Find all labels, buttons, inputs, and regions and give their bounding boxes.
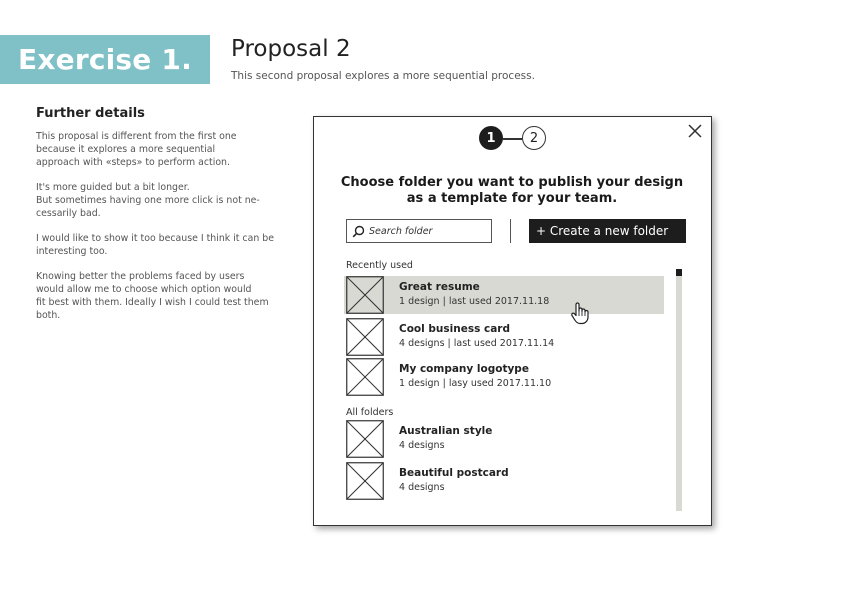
folder-meta: 4 designs	[399, 440, 445, 451]
folder-name: Cool business card	[399, 323, 510, 335]
dialog-heading-line: Choose folder you want to publish your design	[340, 175, 684, 190]
scrollbar-track[interactable]	[676, 269, 682, 511]
folder-name: Beautiful postcard	[399, 467, 509, 479]
folder-item[interactable]	[344, 462, 664, 500]
folder-meta: 4 designs | last used 2017.11.14	[399, 338, 555, 349]
page-subtitle: This second proposal explores a more sequential process.	[231, 70, 535, 82]
image-placeholder-icon	[346, 462, 384, 500]
recent-section-label: Recently used	[346, 260, 413, 271]
search-box[interactable]	[346, 219, 492, 243]
folder-item[interactable]	[344, 358, 664, 396]
scrollbar-thumb[interactable]	[676, 269, 682, 276]
publish-folder-dialog	[313, 116, 712, 526]
all-folders-label: All folders	[346, 407, 394, 418]
folder-meta: 1 design | last used 2017.11.18	[399, 296, 550, 307]
create-folder-button[interactable]: + Create a new folder	[529, 219, 686, 243]
search-input[interactable]	[369, 226, 479, 237]
hand-cursor-icon	[570, 301, 592, 325]
details-body	[36, 130, 291, 334]
details-title: Further details	[36, 106, 145, 121]
image-placeholder-icon	[346, 276, 384, 314]
details-paragraph: I would like to show it too because I think it can be interesting too.	[36, 233, 274, 257]
folder-item[interactable]	[344, 276, 664, 314]
step-1[interactable]: 1	[479, 126, 503, 150]
details-paragraph: Knowing better the problems faced by users would allow me to choose which option would fit best with them. Ideally I wish I could test them both.	[36, 271, 269, 321]
folder-name: Great resume	[399, 281, 480, 293]
folder-meta: 1 design | lasy used 2017.11.10	[399, 378, 552, 389]
divider	[510, 219, 511, 243]
image-placeholder-icon	[346, 318, 384, 356]
folder-item[interactable]	[344, 420, 664, 458]
details-paragraph: It's more guided but a bit longer. But sometimes having one more click is not ne- cessarily bad.	[36, 182, 260, 219]
step-2[interactable]: 2	[522, 126, 546, 150]
folder-item[interactable]	[344, 318, 664, 356]
image-placeholder-icon	[346, 358, 384, 396]
image-placeholder-icon	[346, 420, 384, 458]
folder-name: Australian style	[399, 425, 493, 437]
details-paragraph: This proposal is different from the first one because it explores a more sequential approach with «steps» to perform action.	[36, 131, 237, 168]
page-title: Proposal 2	[231, 36, 351, 62]
search-icon	[352, 225, 365, 238]
exercise-banner: Exercise 1.	[0, 35, 210, 84]
close-icon[interactable]	[687, 123, 703, 139]
stepper	[479, 125, 551, 153]
dialog-heading	[314, 175, 710, 207]
folder-name: My company logotype	[399, 363, 529, 375]
folder-meta: 4 designs	[399, 482, 445, 493]
step-connector	[503, 138, 522, 140]
dialog-heading-line: as a template for your team.	[406, 191, 618, 206]
